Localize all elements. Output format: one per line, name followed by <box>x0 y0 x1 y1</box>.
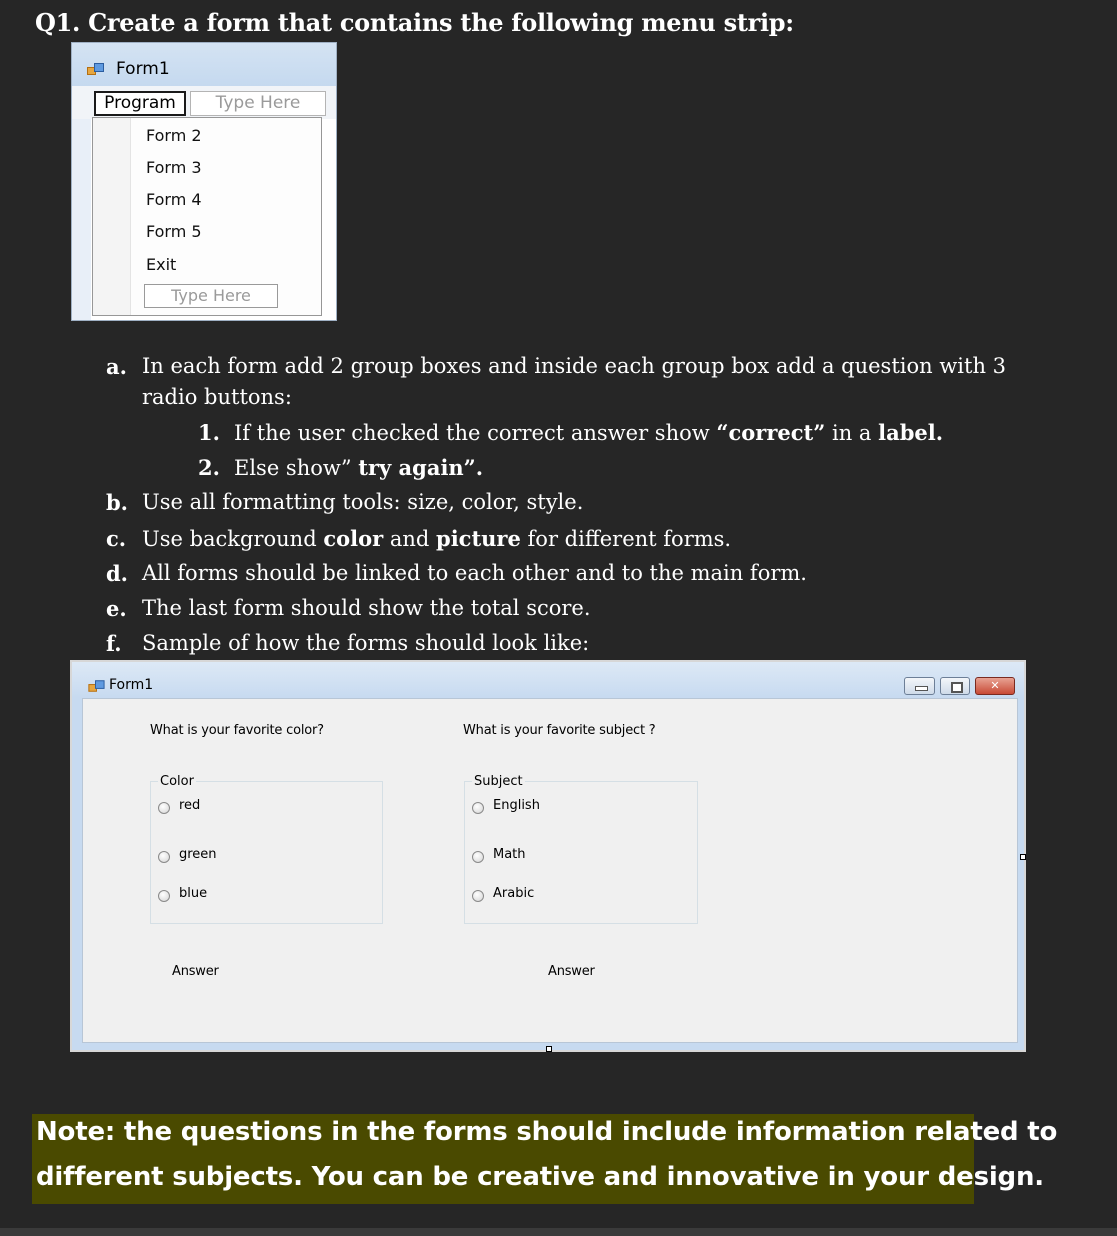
note-line1: Note: the questions in the forms should include information related to <box>36 1117 1058 1147</box>
instruction-c-text <box>142 526 731 551</box>
menu-item-form3[interactable]: Form 3 <box>146 158 202 177</box>
marker-a1: 1. <box>198 420 220 445</box>
form-titlebar <box>72 662 1024 698</box>
radio-english-label: English <box>493 798 540 813</box>
a1-pre: If the user checked the correct answer show <box>234 421 717 445</box>
maximize-button[interactable] <box>940 677 970 695</box>
radio-blue[interactable] <box>158 890 170 902</box>
program-dropdown <box>92 117 322 316</box>
instruction-a2-text <box>234 455 483 480</box>
a1-bold-label: label. <box>878 420 944 445</box>
window-titlebar <box>72 43 336 86</box>
radio-arabic[interactable] <box>472 890 484 902</box>
instruction-a1 <box>198 420 944 445</box>
minimize-button[interactable] <box>904 677 935 695</box>
instruction-d-text: All forms should be linked to each other and to the main form. <box>142 561 807 585</box>
left-strip <box>72 119 91 320</box>
menu-type-here[interactable]: Type Here <box>190 91 326 116</box>
close-icon: ✕ <box>990 679 1000 692</box>
marker-a: a. <box>106 354 127 379</box>
form-window-title: Form1 <box>109 677 154 693</box>
sample-form-screenshot <box>70 660 1026 1052</box>
c-post: for different forms. <box>520 527 732 551</box>
menu-item-form4[interactable]: Form 4 <box>146 190 202 209</box>
instruction-a2 <box>198 455 484 480</box>
instruction-a <box>106 354 1007 379</box>
resize-handle-bottom[interactable] <box>546 1046 552 1052</box>
maximize-icon <box>941 678 969 694</box>
instruction-b-text: Use all formatting tools: size, color, style. <box>142 490 584 514</box>
color-groupbox-title: Color <box>160 774 194 789</box>
answer1-label: Answer <box>172 964 219 979</box>
c-pre: Use background <box>142 527 324 551</box>
instruction-d <box>106 561 807 586</box>
form-app-icon <box>88 679 103 692</box>
c-bold-color: color <box>323 526 384 551</box>
a2-bold: try again”. <box>358 455 484 480</box>
radio-arabic-label: Arabic <box>493 886 535 901</box>
marker-e: e. <box>106 596 127 621</box>
marker-b: b. <box>106 490 128 515</box>
dropdown-icon-column <box>93 118 131 315</box>
instruction-a-line1: In each form add 2 group boxes and inside each group box add a question with 3 <box>142 354 1007 378</box>
instruction-b <box>106 490 584 515</box>
form-client-area <box>82 698 1018 1043</box>
marker-a2: 2. <box>198 455 220 480</box>
c-mid: and <box>383 527 437 551</box>
menu-program[interactable]: Program <box>94 91 186 116</box>
instruction-f <box>106 631 590 656</box>
a1-bold-correct: “correct” <box>716 420 826 445</box>
a1-mid: in a <box>825 421 879 445</box>
radio-math[interactable] <box>472 851 484 863</box>
radio-blue-label: blue <box>179 886 208 901</box>
marker-d: d. <box>106 561 128 586</box>
radio-english[interactable] <box>472 802 484 814</box>
c-bold-picture: picture <box>436 526 521 551</box>
radio-red[interactable] <box>158 802 170 814</box>
a2-pre: Else show” <box>234 456 359 480</box>
radio-green-label: green <box>179 847 217 862</box>
window-title: Form1 <box>116 59 170 79</box>
menu-item-exit[interactable]: Exit <box>146 255 177 274</box>
note-line2: different subjects. You can be creative and innovative in your design. <box>36 1162 1044 1192</box>
answer2-label: Answer <box>548 964 595 979</box>
note-box <box>32 1114 1058 1204</box>
instruction-e <box>106 596 591 621</box>
dropdown-type-here[interactable]: Type Here <box>144 284 278 308</box>
instruction-c <box>106 526 732 551</box>
question1-label: What is your favorite color? <box>150 723 324 738</box>
menu-strip-screenshot <box>71 42 337 321</box>
bottom-bar <box>0 1228 1117 1236</box>
form-app-icon <box>87 62 103 76</box>
radio-math-label: Math <box>493 847 526 862</box>
radio-green[interactable] <box>158 851 170 863</box>
question-title: Q1. Create a form that contains the following menu strip: <box>35 8 794 37</box>
instruction-e-text: The last form should show the total score. <box>142 596 591 620</box>
minimize-icon <box>905 678 934 694</box>
marker-f: f. <box>106 631 122 656</box>
close-button[interactable] <box>975 677 1015 695</box>
subject-groupbox-title: Subject <box>474 774 523 789</box>
instruction-a-line2: radio buttons: <box>142 385 292 409</box>
menu-item-form2[interactable]: Form 2 <box>146 126 202 145</box>
instruction-f-text: Sample of how the forms should look like: <box>142 631 590 655</box>
instruction-a1-text <box>234 420 943 445</box>
marker-c: c. <box>106 526 127 551</box>
menu-item-form5[interactable]: Form 5 <box>146 222 202 241</box>
question2-label: What is your favorite subject ? <box>463 723 656 738</box>
radio-red-label: red <box>179 798 201 813</box>
resize-handle-right[interactable] <box>1020 854 1026 860</box>
